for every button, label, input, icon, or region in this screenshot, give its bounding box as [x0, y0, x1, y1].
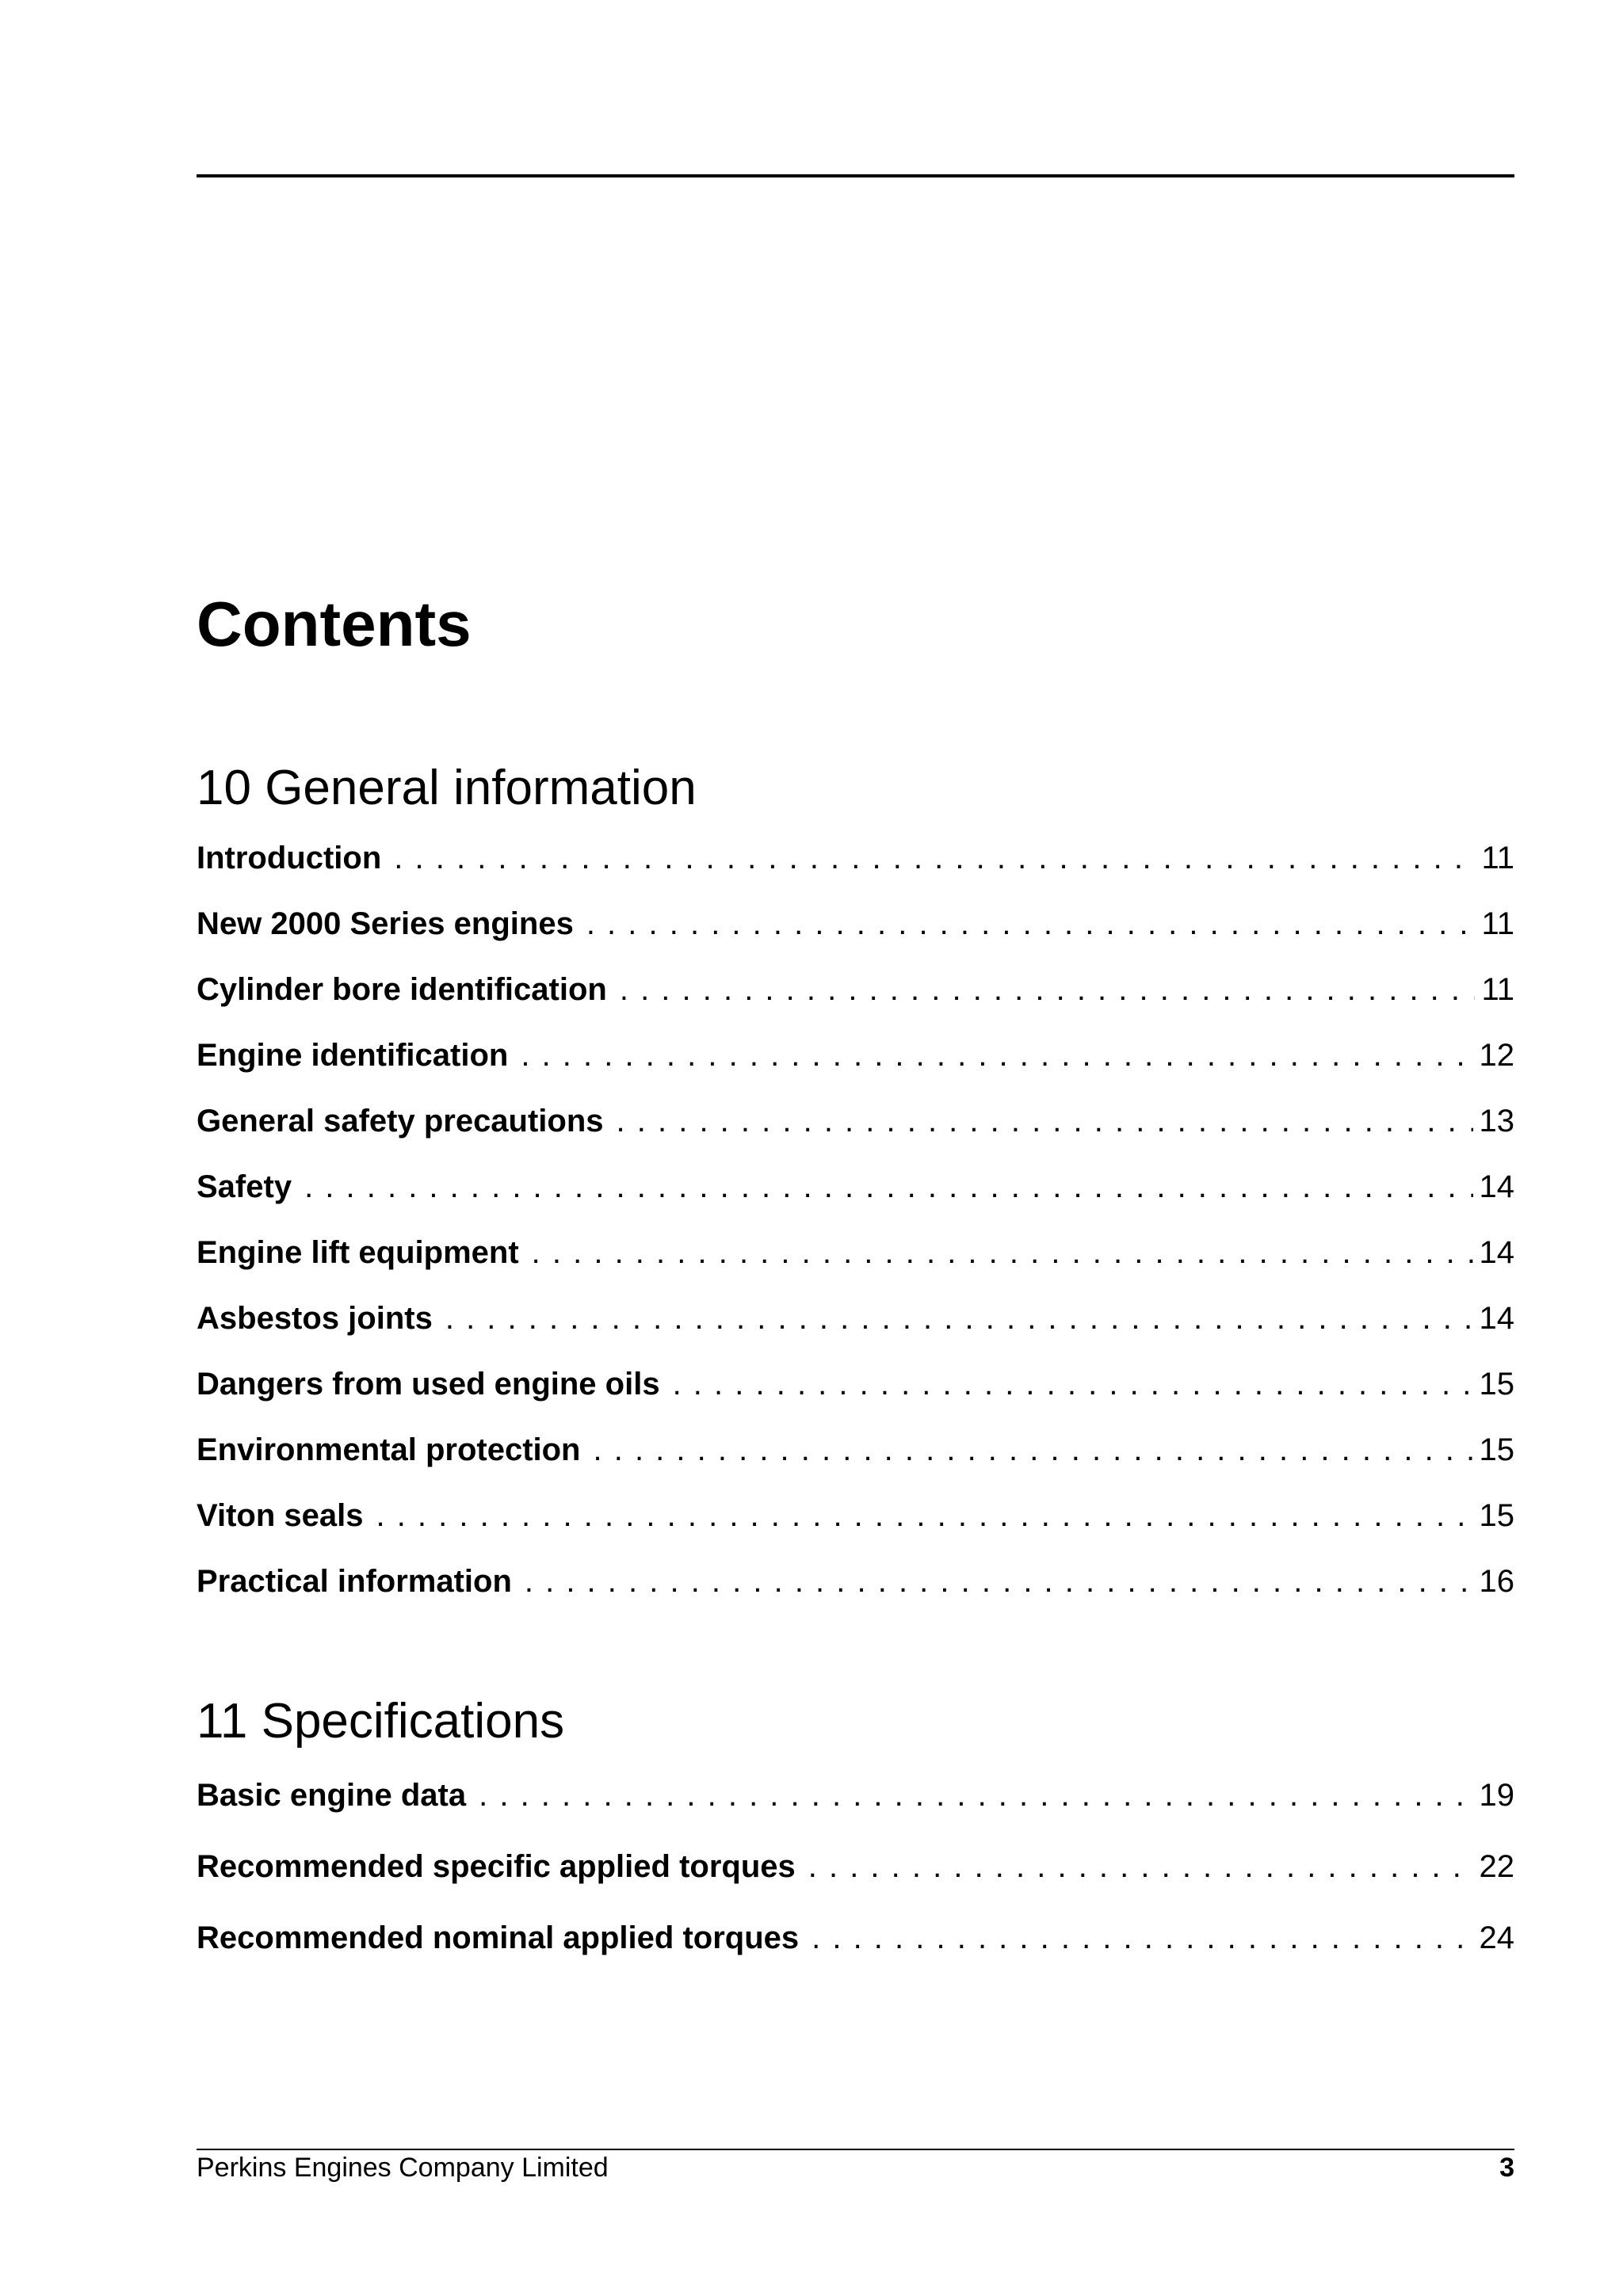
toc-entry-page: 11 [1481, 906, 1514, 941]
toc-entry-label: Recommended specific applied torques [197, 1849, 796, 1884]
toc-entry-label: Viton seals [197, 1498, 364, 1533]
toc-entry[interactable] [197, 905, 1514, 943]
toc-entry[interactable] [197, 1562, 1514, 1600]
section-heading: 11 Specifications [197, 1694, 565, 1749]
dot-leader [394, 839, 1475, 877]
toc-entry-page: 11 [1481, 972, 1514, 1007]
toc-entry-page: 14 [1479, 1301, 1514, 1336]
toc-entry[interactable] [197, 1234, 1514, 1272]
footer-company: Perkins Engines Company Limited [197, 2153, 609, 2183]
dot-leader [532, 1234, 1473, 1272]
footer-rule [197, 2149, 1514, 2150]
toc-entry-label: New 2000 Series engines [197, 906, 574, 941]
dot-leader [673, 1365, 1473, 1403]
dot-leader [620, 971, 1476, 1009]
toc-entry-page: 15 [1479, 1498, 1514, 1533]
toc-entry-page: 15 [1479, 1367, 1514, 1402]
toc-entry-page: 13 [1479, 1104, 1514, 1138]
toc-entry-label: Engine identification [197, 1038, 509, 1073]
toc-entry-page: 22 [1479, 1849, 1514, 1884]
toc-entry[interactable] [197, 1497, 1514, 1535]
dot-leader [586, 905, 1476, 943]
toc-list [197, 839, 1514, 1600]
toc-entry-page: 12 [1479, 1038, 1514, 1073]
toc-entry-page: 19 [1479, 1778, 1514, 1813]
toc-entry-page: 16 [1479, 1564, 1514, 1599]
toc-entry[interactable] [197, 1919, 1514, 1957]
toc-entry[interactable] [197, 1299, 1514, 1337]
toc-section-specifications [197, 1694, 1514, 1957]
toc-entry-label: Engine lift equipment [197, 1235, 519, 1270]
toc-entry[interactable] [197, 1848, 1514, 1886]
toc-entry[interactable] [197, 1431, 1514, 1469]
toc-section-general-information [197, 761, 1514, 1600]
toc-entry[interactable] [197, 1168, 1514, 1206]
toc-entry-label: Safety [197, 1169, 292, 1204]
dot-leader [445, 1299, 1473, 1337]
toc-entry-page: 11 [1481, 841, 1514, 875]
toc-list [197, 1776, 1514, 1957]
toc-entry-label: Environmental protection [197, 1432, 581, 1467]
page-title: Contents [197, 589, 472, 659]
toc-entry-label: Basic engine data [197, 1778, 467, 1813]
toc-entry[interactable] [197, 1365, 1514, 1403]
toc-entry-label: Asbestos joints [197, 1301, 433, 1336]
header-rule [197, 174, 1514, 177]
dot-leader [594, 1431, 1473, 1469]
dot-leader [304, 1168, 1472, 1206]
dot-leader [521, 1036, 1472, 1074]
toc-entry[interactable] [197, 1776, 1514, 1814]
footer-page-number: 3 [1499, 2153, 1514, 2183]
toc-entry-label: Practical information [197, 1564, 512, 1599]
toc-entry-label: Cylinder bore identification [197, 972, 607, 1007]
dot-leader [376, 1497, 1472, 1535]
toc-entry[interactable] [197, 1036, 1514, 1074]
toc-entry-page: 14 [1479, 1169, 1514, 1204]
toc-entry-page: 15 [1479, 1432, 1514, 1467]
toc-entry-page: 14 [1479, 1235, 1514, 1270]
toc-entry[interactable] [197, 971, 1514, 1009]
toc-entry-label: Recommended nominal applied torques [197, 1920, 800, 1955]
toc-entry[interactable] [197, 1102, 1514, 1140]
section-heading: 10 General information [197, 761, 697, 815]
dot-leader [617, 1102, 1473, 1140]
dot-leader [525, 1562, 1473, 1600]
dot-leader [479, 1776, 1472, 1814]
toc-entry-label: Introduction [197, 841, 382, 875]
dot-leader [812, 1919, 1472, 1957]
toc-entry-label: General safety precautions [197, 1104, 604, 1138]
toc-entry-page: 24 [1479, 1920, 1514, 1955]
dot-leader [808, 1848, 1473, 1886]
toc-entry[interactable] [197, 839, 1514, 877]
toc-entry-label: Dangers from used engine oils [197, 1367, 660, 1402]
